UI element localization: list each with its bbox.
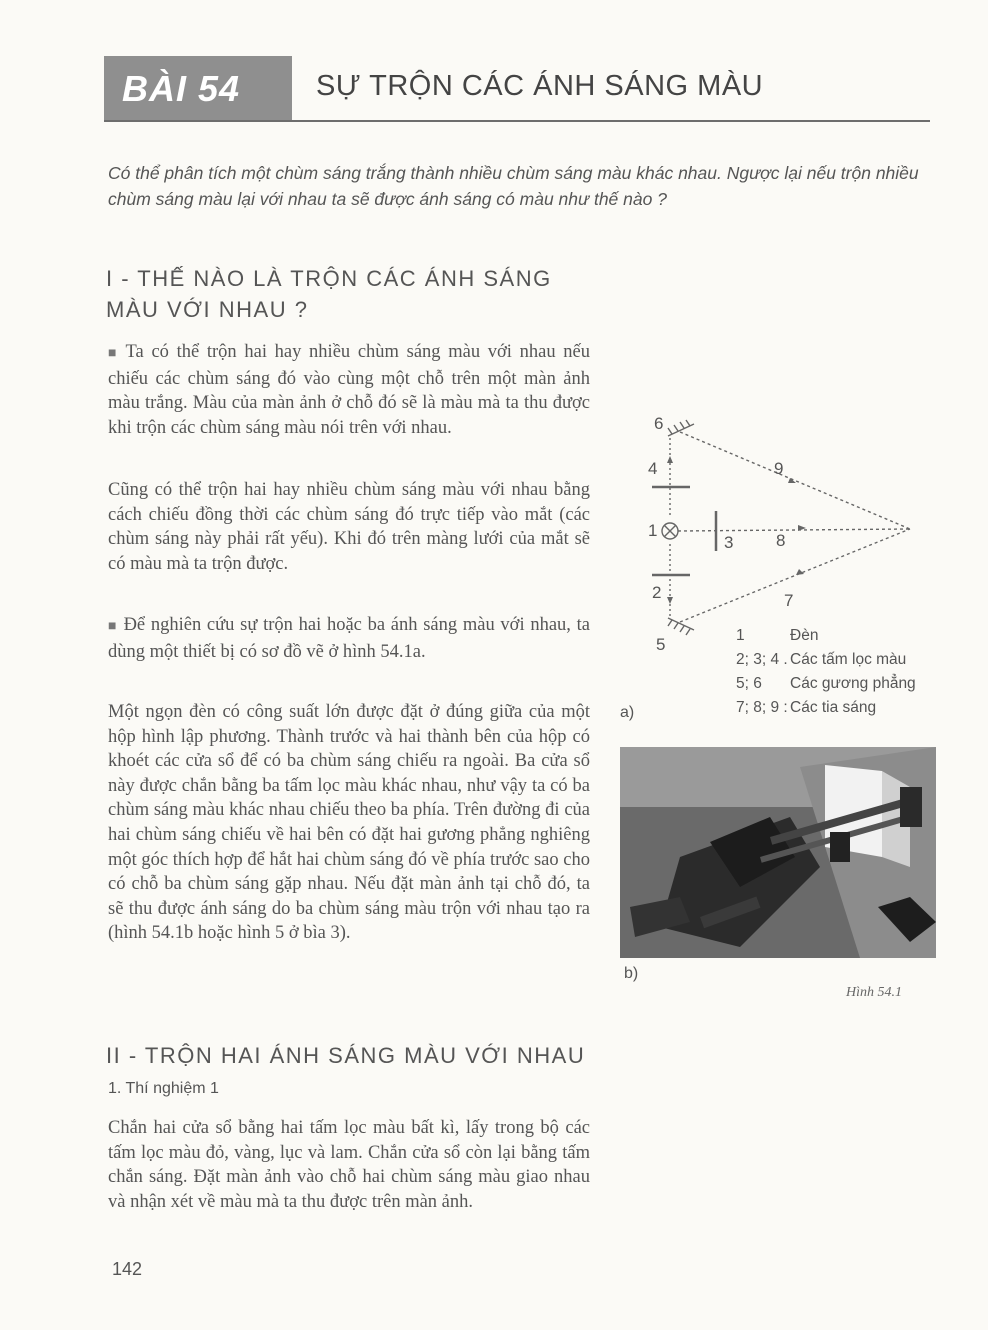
diagram-label: 7 (784, 591, 794, 610)
mirror-5 (668, 618, 694, 630)
bullet-square-icon: ■ (108, 619, 118, 634)
diagram-label: 8 (776, 531, 786, 550)
ray-9 (680, 432, 910, 529)
diagram-label: 2 (652, 583, 662, 602)
diagram-label: 4 (648, 459, 658, 478)
diagram-label: 5 (656, 635, 666, 654)
figure-label-b: b) (624, 965, 639, 982)
title-divider (104, 120, 930, 122)
diagram-label: 3 (724, 533, 734, 552)
apparatus-photo (620, 747, 936, 958)
section-2-heading: II - TRỘN HAI ÁNH SÁNG MÀU VỚI NHAU (106, 1043, 586, 1068)
figure-label-a: a) (620, 704, 635, 721)
paragraph: ■ Để nghiên cứu sự trộn hai hoặc ba ánh sáng màu với nhau, ta dùng một thiết bị có sơ đồ vẽ ở hình 54.1a. (108, 615, 590, 662)
diagram-label: 6 (654, 414, 664, 433)
bullet-square-icon: ■ (108, 346, 120, 361)
lesson-number: BÀI 54 (122, 68, 241, 109)
paragraph: ■ Ta có thể trộn hai hay nhiều chùm sáng màu với nhau nếu chiếu các chùm sáng đó vào cùng một chỗ trên một màn ảnh màu trắng. Màu của màn ảnh ở chỗ đó sẽ là màu mà ta thu được khi trộn các chùm sáng màu nói trên với nhau. (108, 342, 590, 438)
diagram-label: 1 (648, 521, 658, 540)
intro-text: Có thể phân tích một chùm sáng trắng thành nhiều chùm sáng màu khác nhau. Ngược lại nếu trộn nhiều chùm sáng màu lại với nhau ta sẽ được ánh sáng có màu như thế nào ? (108, 163, 919, 209)
lesson-badge (104, 56, 292, 122)
legend-item: 7; 8; 9 : Các tia sáng (736, 699, 877, 716)
ray-7 (680, 529, 910, 622)
diagram-label: 9 (774, 459, 784, 478)
lesson-title: SỰ TRỘN CÁC ÁNH SÁNG MÀU (316, 70, 764, 102)
paragraph: Chắn hai cửa sổ bằng hai tấm lọc màu bất kì, lấy trong bộ các tấm lọc màu đỏ, vàng, lục và lam. Chắn cửa sổ còn lại bằng tấm chắn sáng. Đặt màn ảnh vào chỗ hai chùm sáng màu giao nhau và nhận xét về màu mà ta thu được trên màn ảnh. (108, 1118, 590, 1212)
legend-item: 2; 3; 4 . Các tấm lọc màu (736, 651, 907, 668)
legend-item: 1 Đèn (736, 627, 819, 644)
experiment-1-heading: 1. Thí nghiệm 1 (108, 1080, 219, 1097)
paragraph: Cũng có thể trộn hai hay nhiều chùm sáng màu với nhau bằng cách chiếu đồng thời các chùm sáng đó trực tiếp vào mắt (các chùm sáng này phải rất yếu). Khi đó trên màng lưới của mắt sẽ có màu mà ta trộn được. (108, 480, 590, 574)
legend-item: 5; 6 Các gương phẳng (736, 675, 916, 692)
ray-8 (678, 529, 910, 531)
section-1-heading: I - THẾ NÀO LÀ TRỘN CÁC ÁNH SÁNG MÀU VỚI NHAU ? (106, 266, 552, 322)
paragraph: Một ngọn đèn có công suất lớn được đặt ở đúng giữa của một hộp hình lập phương. Thành trước và hai thành bên của hộp có khoét các cửa sổ để có ba chùm sáng chiếu ra ngoài. Ba cửa sổ này được chắn bằng ba tấm lọc màu khác nhau, như vậy ta có ba chùm sáng màu khác nhau chiếu theo ba phía. Trên đường đi của hai chùm sáng chiếu về hai bên có đặt hai gương phẳng nghiêng một góc thích hợp để hắt hai chùm sáng đó về phía trước sao cho có chỗ ba chùm sáng gặp nhau. Nếu đặt màn ảnh tại chỗ đó, ta sẽ thu được ánh sáng do ba chùm sáng màu trộn với nhau tạo ra (hình 54.1b hoặc hình 5 ở bìa 3). (108, 702, 590, 944)
page-number: 142 (112, 1259, 143, 1279)
figure-caption: Hình 54.1 (846, 985, 902, 1000)
